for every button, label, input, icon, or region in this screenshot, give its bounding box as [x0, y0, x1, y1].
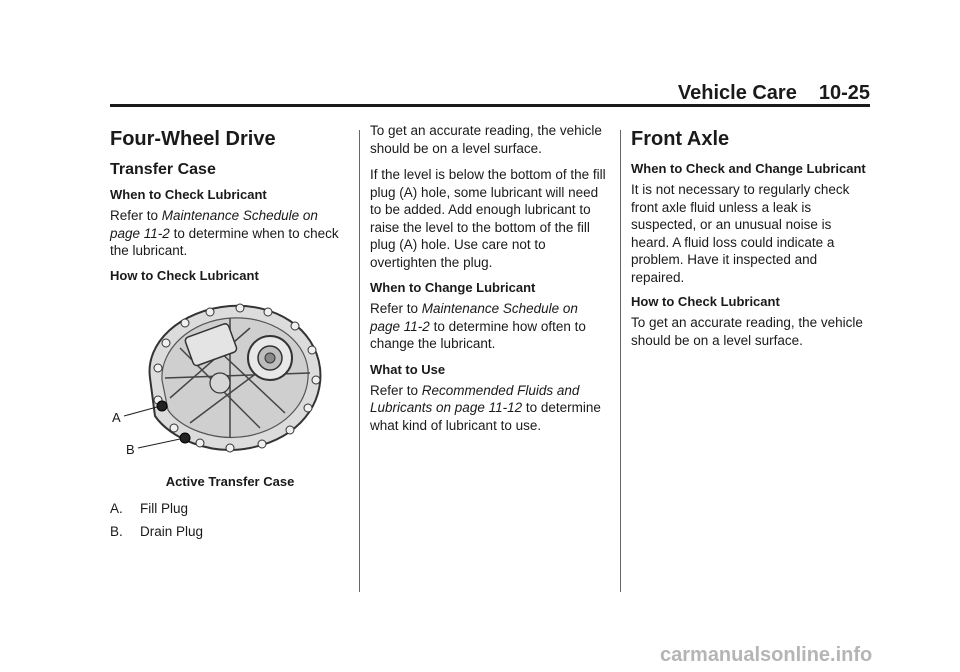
column-divider-1: [359, 130, 360, 592]
recommended-fluids-link[interactable]: Recommended Fluids and Lubricants on page 11-12: [370, 382, 580, 415]
column-2: [370, 122, 610, 443]
maintenance-schedule-link[interactable]: Maintenance Schedule on page 11-2: [110, 208, 318, 241]
header-rule: [110, 104, 870, 107]
page-number: 10-25: [818, 82, 870, 104]
front-axle-accurate-reading-text: To get an accurate reading, the vehicle should be on a level surface.: [631, 315, 863, 348]
transfer-case-figure: [110, 288, 350, 468]
text-span: Refer to: [110, 208, 162, 223]
four-wheel-drive-title: Four-Wheel Drive: [110, 128, 276, 150]
accurate-reading-text: To get an accurate reading, the vehicle should be on a level surface.: [370, 123, 602, 156]
legend-item: [110, 524, 350, 539]
how-to-check-heading: How to Check Lubricant: [631, 294, 780, 309]
drain-plug-label: B: [126, 441, 135, 457]
front-axle-title: Front Axle: [631, 128, 730, 150]
column-3: [631, 122, 871, 357]
transfer-case-subtitle: Transfer Case: [110, 161, 216, 178]
level-below-text: If the level is below the bottom of the fill plug (A) hole, some lubricant will need to be added. Add enough lubricant to raise the level to the bottom of the fill plug (A) hole. Use care not to overtighten the plug.: [370, 167, 606, 270]
what-to-use-heading: What to Use: [370, 361, 446, 377]
legend-item: [110, 501, 350, 516]
fill-plug-label: A: [112, 409, 121, 425]
text-span: Refer to: [370, 382, 422, 398]
section-title: Vehicle Care: [677, 82, 797, 104]
legend-letter: B.: [110, 523, 123, 539]
when-to-check-text: [110, 207, 350, 260]
column-1: [110, 122, 350, 547]
column-divider-2: [620, 130, 621, 592]
legend-letter: A.: [110, 500, 123, 516]
when-to-change-heading: When to Change Lubricant: [370, 280, 536, 295]
front-axle-check-text: It is not necessary to regularly check front axle fluid unless a leak is suspected, or an unusual noise is heard. A fluid loss could indicate a problem. Have it inspected and repaired.: [631, 182, 850, 285]
figure-caption: Active Transfer Case: [165, 473, 295, 489]
text-span: to determine how often to change the lubricant.: [370, 318, 586, 351]
page-header: [110, 82, 870, 106]
legend-text: Drain Plug: [140, 523, 204, 539]
text-span: to determine what kind of lubricant to use.: [370, 400, 601, 433]
what-to-use-text: [370, 382, 610, 435]
when-to-change-text: [370, 300, 610, 353]
watermark: carmanualsonline.info: [660, 644, 873, 666]
how-to-check-heading: How to Check Lubricant: [110, 267, 259, 283]
transfer-case-illustration: [110, 288, 350, 468]
when-to-check-heading: When to Check Lubricant: [110, 187, 267, 202]
maintenance-schedule-link[interactable]: Maintenance Schedule on page 11-2: [370, 301, 578, 334]
text-span: to determine when to check the lubricant.: [110, 225, 339, 258]
legend-text: Fill Plug: [140, 500, 189, 516]
when-to-check-change-heading: When to Check and Change Lubricant: [631, 161, 866, 176]
text-span: Refer to: [370, 301, 422, 316]
